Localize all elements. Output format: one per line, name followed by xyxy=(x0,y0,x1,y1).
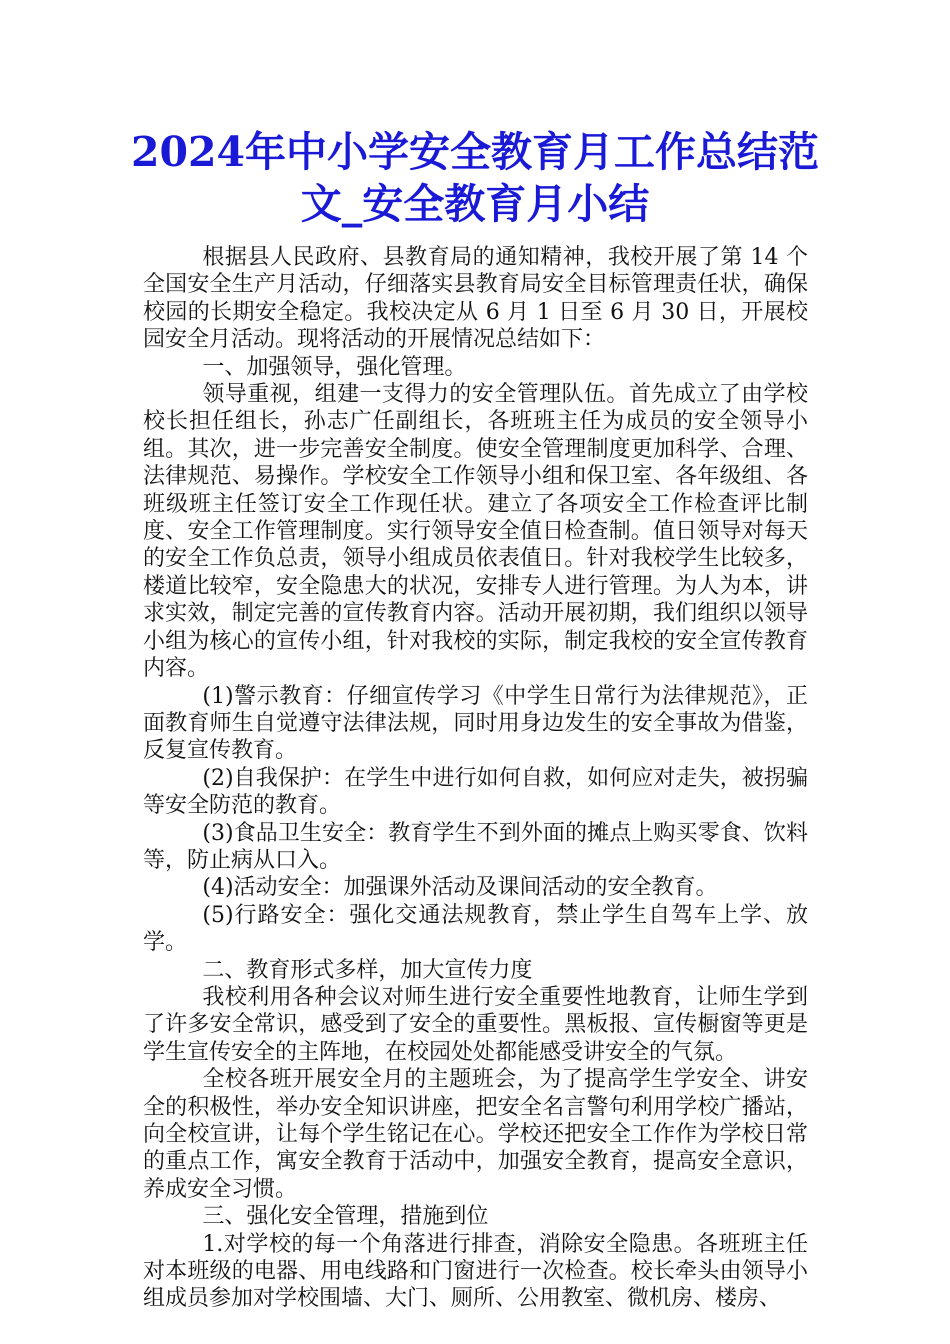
list-item-road-safety: (5)行路安全：强化交通法规教育，禁止学生自驾车上学、放学。 xyxy=(143,902,808,956)
section-heading-2: 二、教育形式多样，加大宣传力度 xyxy=(202,957,533,983)
list-item-food-safety: (3)食品卫生安全：教育学生不到外面的摊点上购买零食、饮料等，防止病从口入。 xyxy=(143,820,808,873)
list-item-self-protection: (2)自我保护：在学生中进行如何自救，如何应对走失，被拐骗等安全防范的教育。 xyxy=(143,765,808,819)
section-heading-1: 一、加强领导，强化管理。 xyxy=(202,354,467,380)
paragraph-leadership: 领导重视，组建一支得力的安全管理队伍。首先成立了由学校校长担任组长，孙志广任副组长，各班班主任为成员的安全领导小组。其次，进一步完善安全制度。使安全管理制度更加科学、合理、法律规范、易操作。学校安全工作领导小组和保卫室、各年级组、各班级班主任签订安全工作现任状。建立了各项安全工作检查评比制度、安全工作管理制度。实行领导安全值日检查制。值日领导对每天的安全工作负总责，领导小组成员依表值日。针对我校学生比较多，楼道比较窄，安全隐患大的状况，安排专人进行管理。为人为本，讲求实效，制定完善的宣传教育内容。活动开展初期，我们组织以领导小组为核心的宣传小组，针对我校的实际，制定我校的安全宣传教育内容。 xyxy=(143,382,808,682)
section-heading-3: 三、强化安全管理，措施到位 xyxy=(202,1204,489,1230)
paragraph-class-meetings: 全校各班开展安全月的主题班会，为了提高学生学安全、讲安全的积极性，举办安全知识讲座，把安全名言警句利用学校广播站，向全校宣讲，让每个学生铭记在心。学校还把安全工作作为学校日常的重点工作，寓安全教育于活动中，加强安全教育，提高安全意识，养成安全习惯。 xyxy=(143,1067,808,1202)
document-body xyxy=(143,244,808,1313)
paragraph-intro: 根据县人民政府、县教育局的通知精神，我校开展了第 14 个全国安全生产月活动，仔细落实县教育局安全目标管理责任状，确保校园的长期安全稳定。我校决定从 6 月 1 日至 6 月 30 日，开展校园安全月活动。现将活动的开展情况总结如下： xyxy=(143,245,808,353)
list-item-warning-education: (1)警示教育：仔细宣传学习《中学生日常行为法律规范》，正面教育师生自觉遵守法律法规，同时用身边发生的安全事故为借鉴，反复宣传教育。 xyxy=(143,683,808,764)
paragraph-inspection: 1.对学校的每一个角落进行排查，消除安全隐患。各班班主任对本班级的电器、用电线路和门窗进行一次检查。校长牵头由领导小组成员参加对学校围墙、大门、厕所、公用教室、微机房、楼房、 xyxy=(143,1231,808,1312)
document-title: 2024年中小学安全教育月工作总结范文_安全教育月小结 xyxy=(130,128,820,228)
list-item-activity-safety: (4)活动安全：加强课外活动及课间活动的安全教育。 xyxy=(202,875,718,901)
paragraph-meetings: 我校利用各种会议对师生进行安全重要性地教育，让师生学到了许多安全常识，感受到了安全的重要性。黑板报、宣传橱窗等更是学生宣传安全的主阵地，在校园处处都能感受讲安全的气氛。 xyxy=(143,984,808,1065)
